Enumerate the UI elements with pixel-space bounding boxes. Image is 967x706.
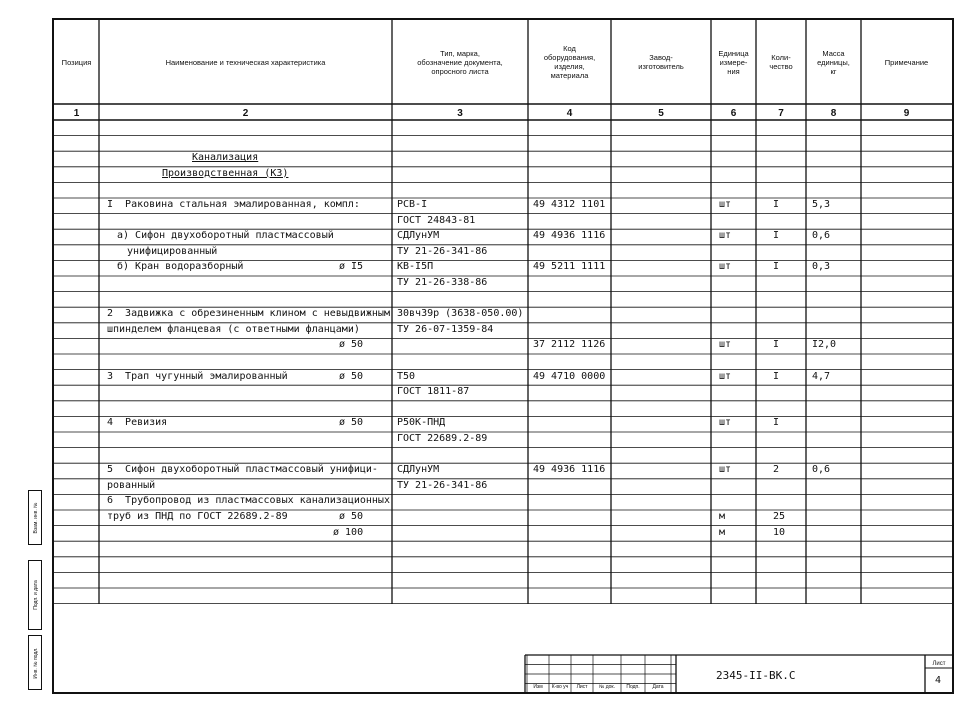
row-mass: 0,6 [812, 464, 831, 476]
colnum-9: 9 [903, 108, 910, 119]
row-name: 6 Трубопровод из пластмассовых канализационных [107, 495, 390, 507]
row-name: I Раковина стальная эмалированная, компл: [107, 199, 360, 210]
row-name: рованный [107, 479, 156, 491]
stamp-label: Дата [652, 684, 664, 690]
header-mass: Масса единицы, кг [817, 48, 850, 76]
stamp-label: Изм [533, 684, 543, 690]
row-unit: шт [719, 417, 732, 429]
row-mass: 0,6 [812, 230, 831, 242]
row-name: шпинделем фланцевая (с ответными фланцами) [107, 323, 360, 335]
colnum-7: 7 [778, 108, 784, 119]
row-unit: шт [719, 464, 732, 476]
row-type: ТУ 21-26-338-86 [397, 277, 488, 288]
row-unit: шт [719, 230, 732, 242]
row-name: б) Кран водоразборный [117, 261, 244, 273]
header-unit: Единица измере- ния [718, 48, 749, 76]
row-code: 49 4312 1101 [533, 199, 606, 210]
colnum-6: 6 [730, 108, 737, 119]
row-type: СДЛунУМ [397, 464, 440, 476]
row-code: 37 2112 1126 [533, 339, 606, 351]
row-quantity: 25 [773, 511, 786, 522]
row-diameter: ø 100 [333, 526, 364, 538]
colnum-1: 1 [73, 108, 80, 119]
row-type: ТУ 21-26-341-86 [397, 245, 488, 257]
stamp-label: К-во уч [551, 684, 569, 690]
row-type: 30вч39р (3638-050.00) [397, 308, 524, 320]
row-mass: I2,0 [812, 339, 837, 351]
row-quantity: 10 [773, 526, 786, 538]
row-type: СДЛунУМ [397, 230, 440, 242]
stamp-sheet-label: Лист [932, 660, 946, 667]
side-sign-date: Подп. и дата [28, 560, 42, 630]
header-type: Тип, марка, обозначение документа, опросного листа [417, 48, 503, 76]
row-unit: шт [719, 370, 732, 382]
row-diameter: ø 50 [339, 417, 364, 429]
row-quantity: 2 [773, 464, 780, 476]
row-mass: 5,3 [812, 199, 831, 210]
side-inv-orig: Инв. № подл. [28, 635, 42, 690]
row-quantity: I [773, 339, 780, 351]
row-diameter: ø 50 [339, 339, 364, 351]
row-type: ГОСТ 1811-87 [397, 386, 470, 398]
row-name: унифицированный [127, 245, 218, 257]
row-unit: м [719, 526, 726, 538]
stamp-label: № док. [598, 684, 616, 690]
row-code: 49 4936 1116 [533, 464, 606, 476]
stamp-label: Лист [576, 684, 588, 690]
colnum-4: 4 [566, 108, 573, 119]
stamp-document-code: 2345-II-ВК.С [716, 669, 796, 682]
stamp-sheet-number: 4 [935, 675, 942, 686]
row-type: ГОСТ 22689.2-89 [397, 433, 488, 444]
header-note: Примечание [884, 57, 929, 67]
row-diameter: ø I5 [339, 261, 364, 273]
colnum-3: 3 [457, 108, 463, 119]
row-quantity: I [773, 261, 780, 273]
row-code: 49 4936 1116 [533, 230, 606, 242]
row-type: КВ-I5П [397, 261, 434, 273]
row-name: труб из ПНД по ГОСТ 22689.2-89 [107, 511, 288, 522]
row-unit: м [719, 511, 726, 522]
side-replace-inv: Взам. инв. № [28, 490, 42, 545]
stamp-label: Подп. [626, 684, 640, 690]
row-name: Канализация [192, 152, 259, 164]
row-quantity: I [773, 199, 780, 210]
row-unit: шт [719, 199, 732, 210]
header-position: Позиция [61, 57, 92, 67]
row-code: 49 4710 0000 [533, 370, 606, 382]
row-name: 4 Ревизия [107, 417, 168, 429]
row-diameter: ø 50 [339, 511, 364, 522]
row-type: РСВ-I [397, 199, 428, 210]
row-quantity: I [773, 230, 780, 242]
row-name: Производственная (К3) [162, 167, 289, 179]
row-type: ТУ 21-26-341-86 [397, 479, 488, 491]
row-unit: шт [719, 339, 732, 351]
header-manufacturer: Завод- изготовитель [638, 53, 684, 71]
row-unit: шт [719, 261, 732, 273]
colnum-2: 2 [242, 108, 249, 119]
row-diameter: ø 50 [339, 370, 364, 382]
row-type: Р50К-ПНД [397, 417, 446, 429]
header-code: Код оборудования, изделия, материала [543, 44, 596, 80]
header-name: Наименование и техническая характеристика [165, 57, 326, 67]
row-quantity: I [773, 417, 780, 429]
row-mass: 0,3 [812, 261, 831, 273]
row-name: 3 Трап чугунный эмалированный [107, 370, 288, 382]
colnum-8: 8 [830, 108, 837, 119]
row-type: ГОСТ 24843-81 [397, 214, 476, 226]
row-type: Т50 [397, 370, 416, 382]
row-name: а) Сифон двухоборотный пластмассовый [117, 230, 334, 242]
row-type: ТУ 26-07-1359-84 [397, 323, 494, 335]
row-mass: 4,7 [812, 370, 831, 382]
row-quantity: I [773, 370, 780, 382]
row-name: 2 Задвижка с обрезиненным клином с невыдвижным [107, 308, 390, 320]
row-name: 5 Сифон двухоборотный пластмассовый унифици- [107, 464, 378, 476]
header-quantity: Коли- чество [769, 53, 793, 71]
colnum-5: 5 [658, 108, 664, 119]
row-code: 49 5211 1111 [533, 261, 606, 273]
